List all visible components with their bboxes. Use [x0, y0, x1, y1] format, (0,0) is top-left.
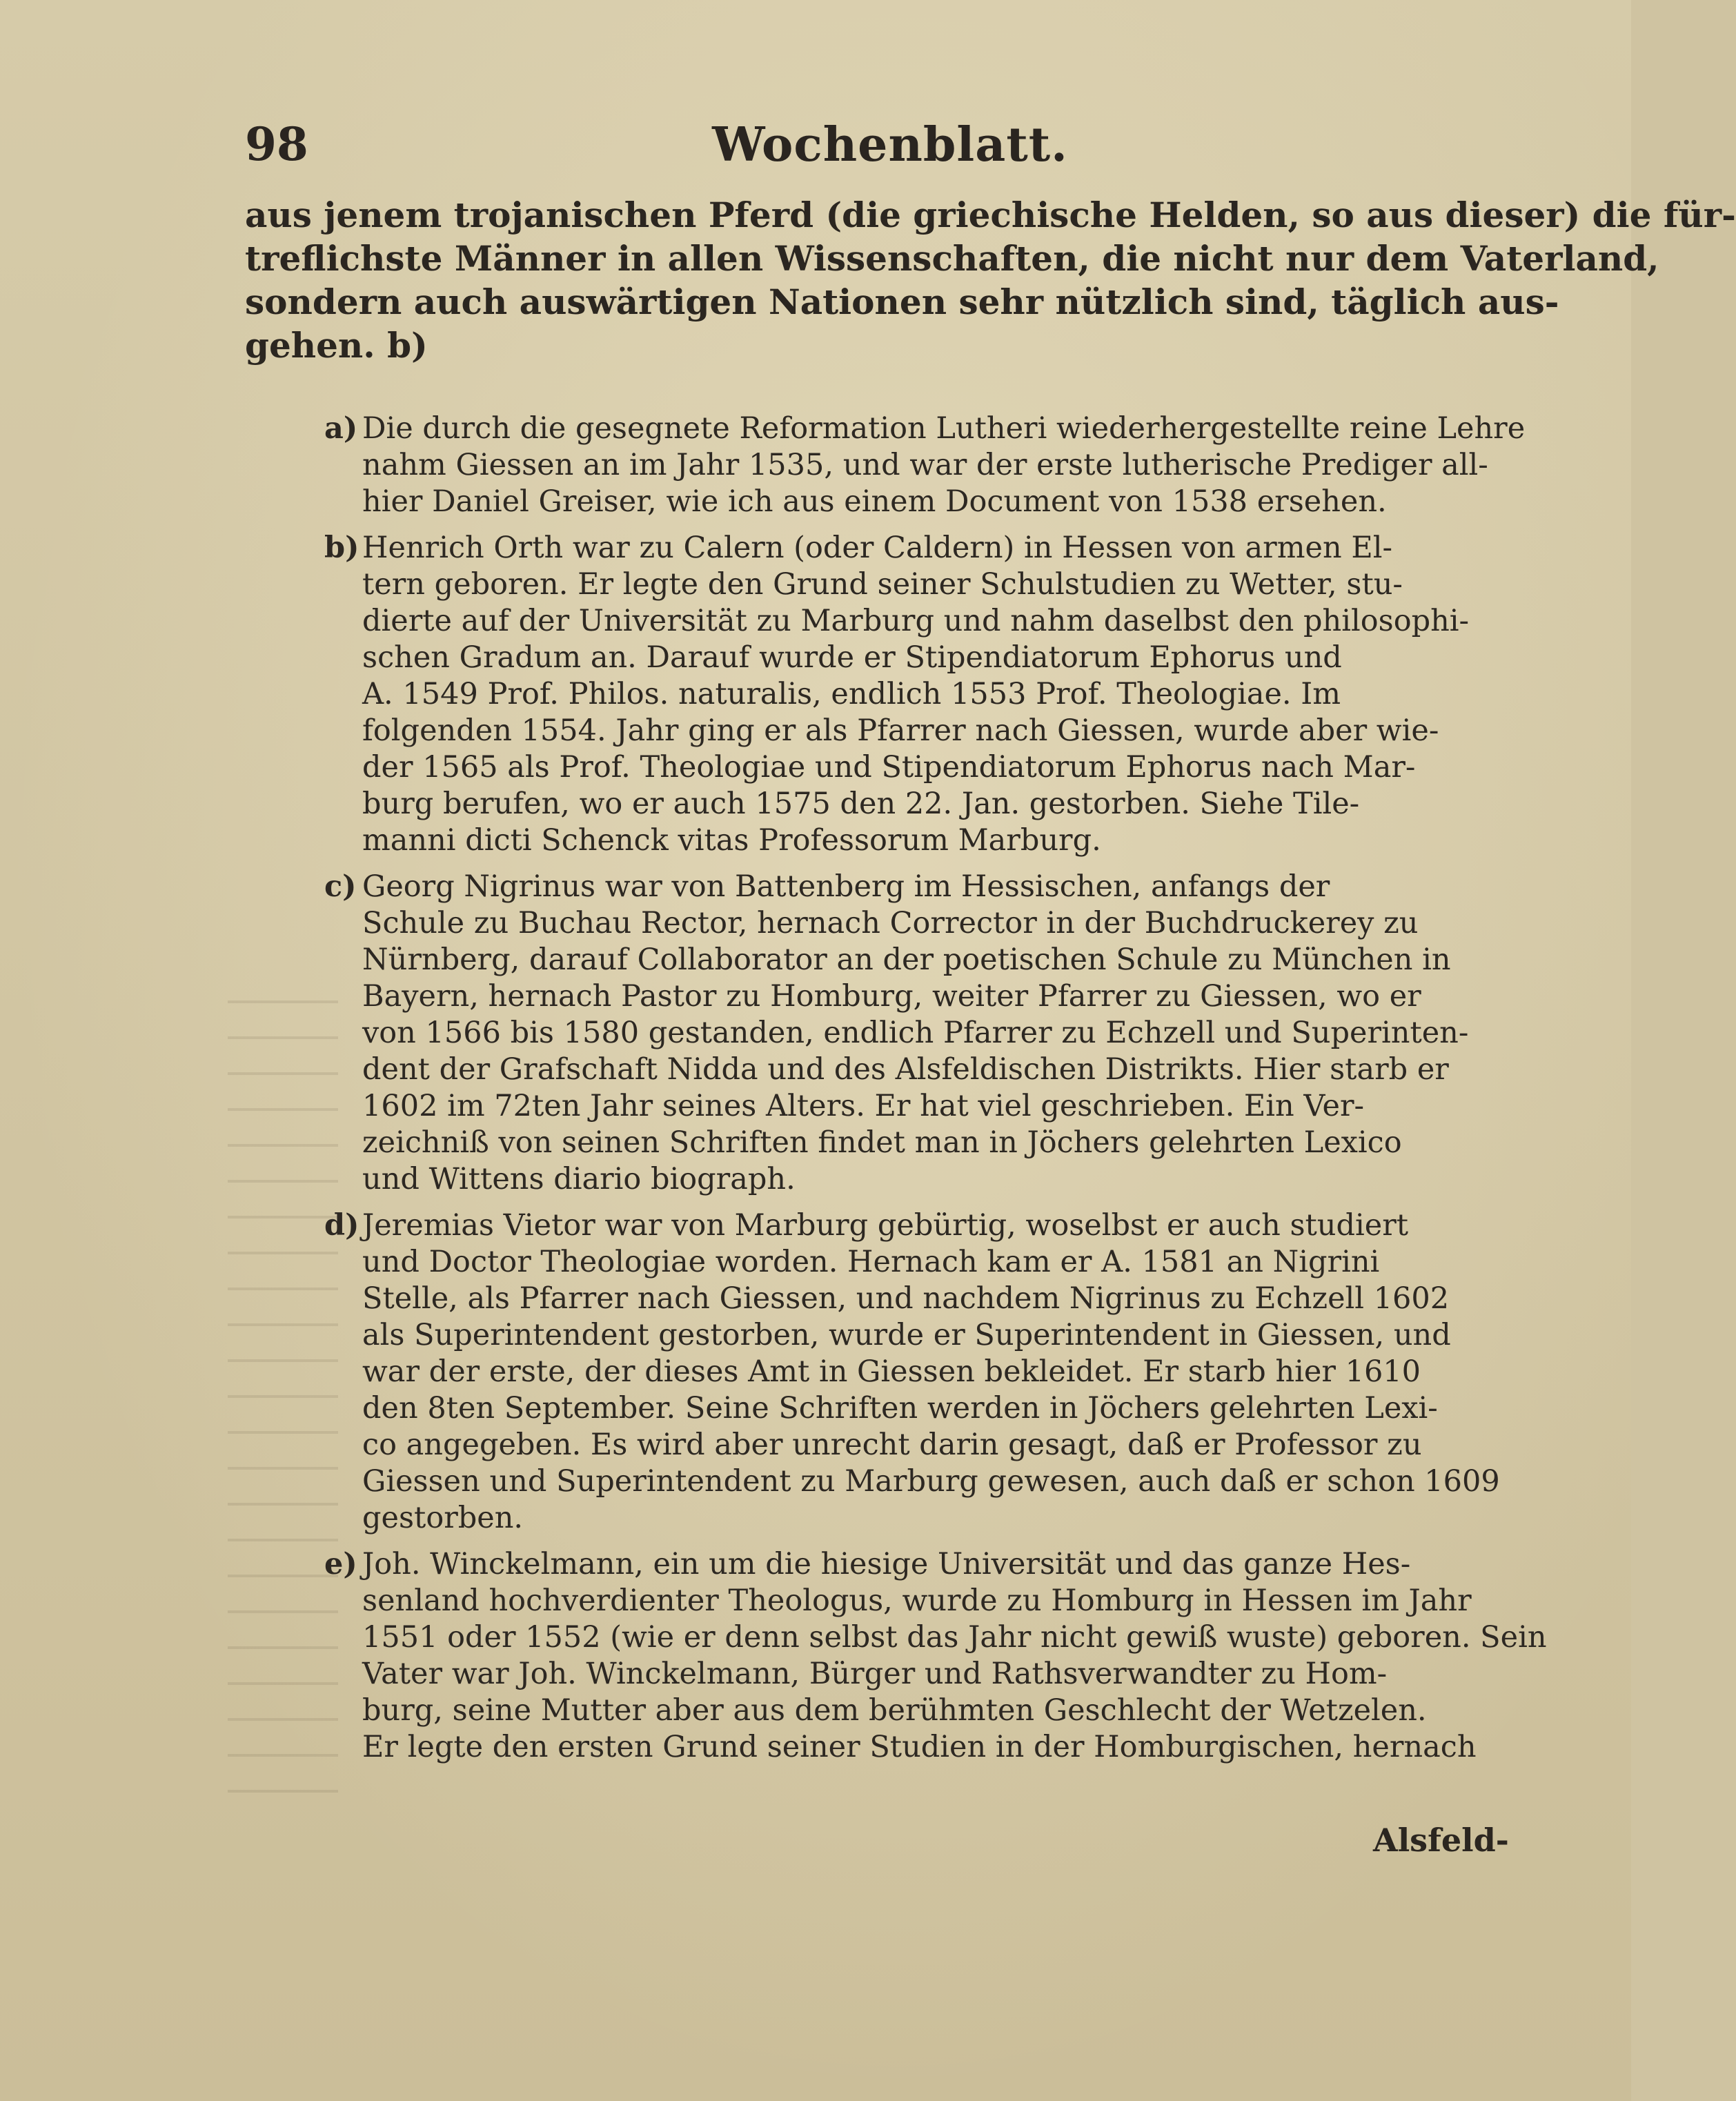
footnote-b	[324, 530, 1525, 859]
footnote-line: Stelle, als Pfarrer nach Giessen, und nachdem Nigrinus zu Echzell 1602	[362, 1281, 1450, 1316]
footnote-marker: a)	[324, 411, 358, 446]
footnote-line: Georg Nigrinus war von Battenberg im Hessischen, anfangs der	[362, 869, 1330, 904]
footnote-line: von 1566 bis 1580 gestanden, endlich Pfarrer zu Echzell und Superinten-	[362, 1016, 1469, 1050]
text-line: aus jenem trojanischen Pferd (die griechische Helden, so aus dieser) die für-	[245, 195, 1736, 235]
footnote-marker: e)	[324, 1547, 357, 1581]
footnote-line: Vater war Joh. Winckelmann, Bürger und Rathsverwandter zu Hom-	[362, 1657, 1388, 1691]
footnote-marker: b)	[324, 531, 359, 565]
footnote-line: Giessen und Superintendent zu Marburg gewesen, auch daß er schon 1609	[362, 1464, 1500, 1499]
footnote-line: zeichniß von seinen Schriften findet man in Jöchers gelehrten Lexico	[362, 1125, 1402, 1160]
footnote-line: manni dicti Schenck vitas Professorum Marburg.	[362, 823, 1101, 858]
footnote-line: Die durch die gesegnete Reformation Lutheri wiederhergestellte reine Lehre	[362, 411, 1526, 446]
footnote-line: den 8ten September. Seine Schriften werden in Jöchers gelehrten Lexi-	[362, 1391, 1438, 1426]
main-text-block	[245, 193, 1736, 367]
footnote-line: Henrich Orth war zu Calern (oder Caldern) in Hessen von armen El-	[362, 531, 1392, 565]
footnote-line: und Doctor Theologiae worden. Hernach kam er A. 1581 an Nigrini	[362, 1245, 1380, 1279]
footnote-line: Nürnberg, darauf Collaborator an der poetischen Schule zu München in	[362, 943, 1451, 977]
footnote-line: nahm Giessen an im Jahr 1535, und war der erste lutherische Prediger all-	[362, 448, 1488, 482]
footnote-c	[324, 869, 1525, 1198]
page-header	[245, 117, 1535, 179]
footnote-line: senland hochverdienter Theologus, wurde zu Homburg in Hessen im Jahr	[362, 1584, 1472, 1618]
footnote-line: hier Daniel Greiser, wie ich aus einem Document von 1538 ersehen.	[362, 484, 1387, 519]
footnote-e	[324, 1546, 1547, 1766]
footnote-line: als Superintendent gestorben, wurde er Superintendent in Giessen, und	[362, 1318, 1451, 1352]
footnote-line: burg berufen, wo er auch 1575 den 22. Jan. gestorben. Siehe Tile-	[362, 787, 1360, 821]
footnote-line: Joh. Winckelmann, ein um die hiesige Universität und das ganze Hes-	[362, 1547, 1411, 1581]
footnote-line: schen Gradum an. Darauf wurde er Stipendiatorum Ephorus und	[362, 640, 1342, 675]
footnote-line: 1602 im 72ten Jahr seines Alters. Er hat viel geschrieben. Ein Ver-	[362, 1089, 1365, 1123]
footnote-line: und Wittens diario biograph.	[362, 1162, 796, 1196]
footnote-line: war der erste, der dieses Amt in Giessen bekleidet. Er starb hier 1610	[362, 1354, 1421, 1389]
footnote-marker: c)	[324, 869, 357, 904]
catchword: Alsfeld-	[1373, 1822, 1509, 1859]
footnote-marker: d)	[324, 1208, 359, 1243]
footnote-line: dent der Grafschaft Nidda und des Alsfeldischen Distrikts. Hier starb er	[362, 1052, 1449, 1087]
footnote-line: Jeremias Vietor war von Marburg gebürtig, woselbst er auch studiert	[362, 1208, 1409, 1243]
text-line: gehen. b)	[245, 325, 428, 366]
footnote-line: Schule zu Buchau Rector, hernach Corrector in der Buchdruckerey zu	[362, 906, 1419, 940]
text-line: treflichste Männer in allen Wissenschaften, die nicht nur dem Vaterland,	[245, 238, 1659, 279]
footnote-line: folgenden 1554. Jahr ging er als Pfarrer nach Giessen, wurde aber wie-	[362, 713, 1439, 748]
footnote-line: Bayern, hernach Pastor zu Homburg, weiter Pfarrer zu Giessen, wo er	[362, 979, 1421, 1014]
page-number: 98	[245, 117, 308, 171]
bleed-through-shadow	[228, 1000, 338, 1794]
footnote-line: A. 1549 Prof. Philos. naturalis, endlich 1553 Prof. Theologiae. Im	[362, 677, 1341, 711]
footnote-d	[324, 1207, 1525, 1537]
footnote-line: dierte auf der Universität zu Marburg und nahm daselbst den philosophi-	[362, 604, 1470, 638]
footnote-line: burg, seine Mutter aber aus dem berühmten Geschlecht der Wetzelen.	[362, 1693, 1427, 1728]
footnote-line: co angegeben. Es wird aber unrecht darin gesagt, daß er Professor zu	[362, 1428, 1422, 1462]
running-title: Wochenblatt.	[712, 117, 1068, 172]
footnotes	[324, 411, 1547, 1775]
footnote-a	[324, 411, 1525, 520]
footnote-line: Er legte den ersten Grund seiner Studien in der Homburgischen, hernach	[362, 1730, 1477, 1764]
text-line: sondern auch auswärtigen Nationen sehr nützlich sind, täglich aus-	[245, 282, 1559, 322]
footnote-line: gestorben.	[362, 1501, 524, 1535]
footnote-line: tern geboren. Er legte den Grund seiner Schulstudien zu Wetter, stu-	[362, 567, 1403, 602]
footnote-line: der 1565 als Prof. Theologiae und Stipendiatorum Ephorus nach Mar-	[362, 750, 1416, 785]
footnote-line: 1551 oder 1552 (wie er denn selbst das Jahr nicht gewiß wuste) geboren. Sein	[362, 1620, 1547, 1655]
